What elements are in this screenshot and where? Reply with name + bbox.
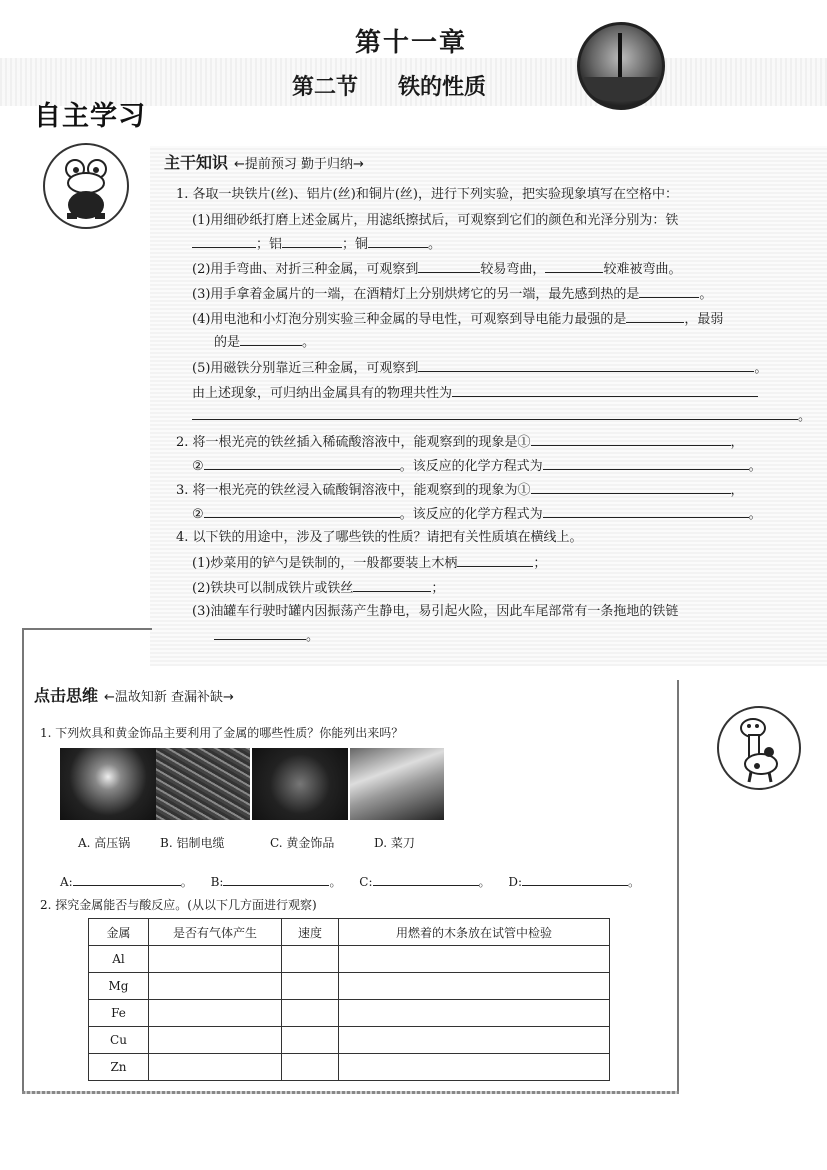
self-study-heading: 自主学习 [34,101,146,132]
table-row [89,1000,610,1027]
answer-blank-cu[interactable] [368,233,428,248]
thinking-title: 点击思维 ←温故知新 查漏补缺→ [34,686,234,705]
tower-badge-image [577,22,665,110]
q1-part1-blanks: ；铝 ；铜 。 [192,233,441,255]
q1-part4: (4)用电池和小灯泡分别实验三种金属的导电性，可观察到导电能力最强的是 ，最弱 [192,308,723,330]
metal-acid-table [88,918,610,1081]
answer-blank-q2-2[interactable] [204,455,400,470]
answer-blank-fe[interactable] [192,233,256,248]
caption-b: B. 铝制电缆 [160,836,225,850]
q1-part2: (2)用手弯曲、对折三种金属，可观察到 较易弯曲， 较难被弯曲。 [192,258,681,280]
q4-part1: (1)炒菜用的铲勺是铁制的，一般都要装上木柄 ； [192,552,546,574]
table-row [89,1054,610,1081]
q2-line2: ② 。该反应的化学方程式为 。 [192,455,762,477]
metal-cell: Cu [89,1027,149,1054]
q3-line1: 3. 将一根光亮的铁丝浸入硫酸铜溶液中，能观察到的现象为① ， [176,479,744,501]
q3-line2: ② 。该反应的化学方程式为 。 [192,503,762,525]
answer-row: A: 。 B: 。 C: 。 D: 。 [60,871,640,893]
q1-summary-line2: 。 [192,405,811,427]
bottom-rule [22,1091,679,1094]
q4-part3-blank: 。 [214,625,319,647]
answer-blank-q2-equation[interactable] [543,455,749,470]
caption-d: D. 菜刀 [374,836,415,850]
answer-blank-strongest[interactable] [626,308,684,323]
table-row [89,973,610,1000]
kitchen-knife-image [350,748,444,820]
answer-blank-heat[interactable] [639,283,699,298]
answer-blank-q4-1[interactable] [457,552,533,567]
caption-a: A. 高压锅 [78,836,131,850]
q4-part2: (2)铁块可以制成铁片或铁丝 ； [192,577,444,599]
answer-cell[interactable] [339,1000,610,1027]
answer-blank-hard-bend[interactable] [545,258,603,273]
answer-cell[interactable] [149,946,282,973]
answer-blank-common-property[interactable] [452,382,758,397]
thinking-subtitle: ←温故知新 查漏补缺→ [104,690,234,705]
answer-blank-q4-2[interactable] [353,577,431,592]
table-header-cell: 用燃着的木条放在试管中检验 [339,919,610,946]
thinking-frame-right [677,680,679,1091]
q1-stem: 1. 各取一块铁片(丝)、铝片(丝)和铜片(丝)，进行下列实验，把实验现象填写在空格中： [176,187,678,202]
thinking-q1: 1. 下列炊具和黄金饰品主要利用了金属的哪些性质？你能列出来吗？ [40,726,404,740]
answer-cell[interactable] [339,973,610,1000]
q1-summary: 由上述现象，可归纳出金属具有的物理共性为 [192,382,758,404]
answer-cell[interactable] [149,1000,282,1027]
main-knowledge-subtitle: ←提前预习 勤于归纳→ [234,157,364,172]
answer-cell[interactable] [282,1054,339,1081]
answer-blank-q3-1[interactable] [531,479,731,494]
chapter-title: 第十一章 [355,28,468,58]
q1-part3: (3)用手拿着金属片的一端，在酒精灯上分别烘烤它的另一端，最先感到热的是 。 [192,283,712,305]
q1-part5: (5)用磁铁分别靠近三种金属，可观察到 。 [192,357,767,379]
section-title [292,70,486,101]
gold-jewelry-image [252,748,348,820]
metal-cell: Zn [89,1054,149,1081]
q1-part4b: 的是 。 [214,331,315,353]
aluminum-cable-image [156,748,250,820]
answer-cell[interactable] [339,946,610,973]
answer-blank-a[interactable] [73,871,181,886]
answer-blank-common-property-2[interactable] [192,405,798,420]
main-knowledge-title: 主干知识 ←提前预习 勤于归纳→ [164,153,364,172]
table-row [89,946,610,973]
answer-blank-q3-equation[interactable] [543,503,749,518]
answer-blank-q2-1[interactable] [531,431,731,446]
answer-blank-b[interactable] [223,871,329,886]
table-header-cell: 金属 [89,919,149,946]
answer-cell[interactable] [282,973,339,1000]
answer-cell[interactable] [339,1054,610,1081]
q2-line1: 2. 将一根光亮的铁丝插入稀硫酸溶液中，能观察到的现象是① ， [176,431,744,453]
answer-cell[interactable] [282,1000,339,1027]
answer-blank-q3-2[interactable] [204,503,400,518]
giraffe-mascot-icon [717,706,801,790]
q1-part1: (1)用细砂纸打磨上述金属片，用滤纸擦拭后，可观察到它们的颜色和光泽分别为：铁 [192,213,679,228]
pressure-cooker-image [60,748,156,820]
table-header-row [89,919,610,946]
table-row [89,1027,610,1054]
frog-mascot-icon [43,143,129,229]
metal-cell: Fe [89,1000,149,1027]
metal-cell: Mg [89,973,149,1000]
metal-cell: Al [89,946,149,973]
answer-cell[interactable] [282,1027,339,1054]
answer-cell[interactable] [282,946,339,973]
answer-blank-d[interactable] [522,871,628,886]
answer-blank-al[interactable] [282,233,342,248]
answer-cell[interactable] [149,1054,282,1081]
q4-part3: (3)油罐车行驶时罐内因振荡产生静电，易引起火险，因此车尾部常有一条拖地的铁链 [192,604,679,619]
section-name: 铁的性质 [398,74,487,100]
answer-cell[interactable] [149,1027,282,1054]
q4-stem: 4. 以下铁的用途中，涉及了哪些铁的性质？请把有关性质填在横线上。 [176,530,583,545]
answer-cell[interactable] [149,973,282,1000]
answer-cell[interactable] [339,1027,610,1054]
section-number: 第二节 [292,74,359,100]
caption-c: C. 黄金饰品 [270,836,335,850]
thinking-frame-top [22,628,152,630]
answer-blank-magnet[interactable] [418,357,754,372]
table-header-cell: 是否有气体产生 [149,919,282,946]
answer-blank-easy-bend[interactable] [418,258,480,273]
answer-blank-weakest[interactable] [240,331,302,346]
answer-blank-c[interactable] [373,871,479,886]
thinking-q2: 2. 探究金属能否与酸反应。(从以下几方面进行观察) [40,898,317,912]
table-header-cell: 速度 [282,919,339,946]
